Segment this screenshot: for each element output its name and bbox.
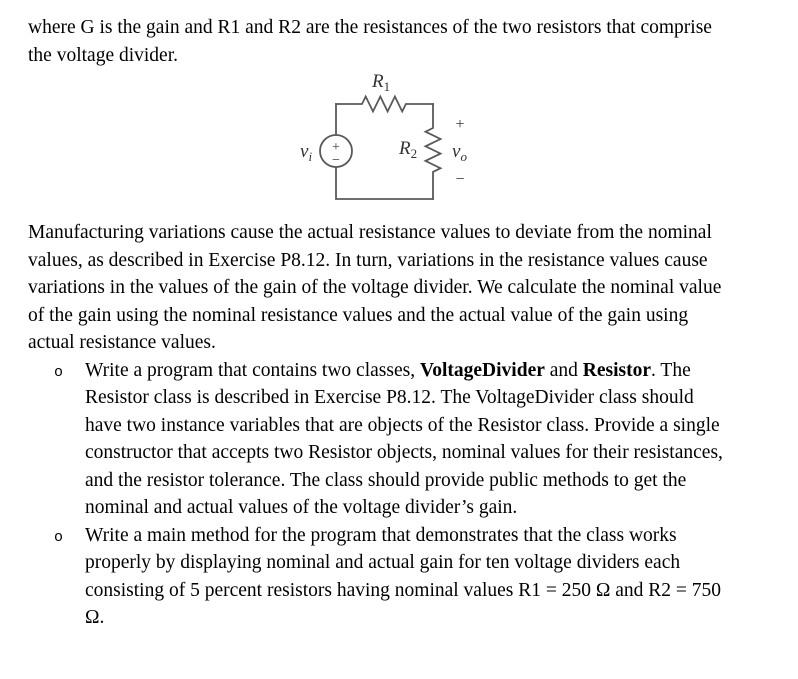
bullet-item-1 [28,357,770,522]
r2-label [398,138,417,161]
r1-label-sub: 1 [383,79,391,94]
vo-label-base: v [452,141,461,162]
text-line: Manufacturing variations cause the actual resistance values to deviate from the nominal [28,222,712,243]
r2-label-base: R [399,138,411,159]
vi-label [300,141,312,164]
bullet-1-first-line [85,357,770,385]
bullet-marker: o [54,528,64,546]
text-line: Ω. [85,607,105,628]
text-line: variations in the values of the gain of the voltage divider. We calculate the nominal value [28,277,722,298]
text-line: nominal and actual values of the voltage divider’s gain. [85,497,518,518]
bullet-1-line1-mid: and [544,359,583,381]
text-line: and the resistor tolerance. The class should provide public methods to get the [85,469,687,491]
text-line: actual resistance values. [28,332,216,353]
circuit-labels [300,71,467,188]
vo-label-sub: o [460,149,467,164]
text-line: constructor that accepts two Resistor objects, nominal values for their resistances, [85,442,723,463]
bullet-1-line1-post: . The [651,359,691,381]
vi-label-sub: i [308,149,313,164]
voltage-divider-circuit-diagram [0,69,798,211]
r1-label [371,71,390,94]
bullet-1-bold-voltagedivider: VoltageDivider [419,359,545,381]
body-paragraph [28,219,770,357]
text-line: values, as described in Exercise P8.12. In turn, variations in the resistance values cause [28,249,708,271]
text-line: properly by displaying nominal and actual gain for ten voltage dividers each [85,552,681,573]
resistor-r2-symbol [426,104,441,199]
bullet-1-rest-lines [85,384,770,522]
bullet-2-text [85,522,770,632]
intro-paragraph [28,14,770,69]
vo-label [452,141,467,164]
text-line: have two instance variables that are objects of the Resistor class. Provide a single [85,414,720,436]
bullet-1-line1-pre: Write a program that contains two classes, [85,359,420,381]
text-line: of the gain using the nominal resistance values and the actual value of the gain using [28,304,689,326]
source-plus-label: + [332,140,340,155]
r1-label-base: R [372,71,384,92]
text-line: Write a main method for the program that demonstrates that the class works [85,524,677,546]
text-line: Resistor class is described in Exercise P8.12. The VoltageDivider class should [85,387,694,408]
bullet-item-2 [28,522,770,632]
output-minus-label: − [455,171,465,188]
text-line: consisting of 5 percent resistors having nominal values R1 = 250 Ω and R2 = 750 [85,579,722,601]
text-line: where G is the gain and R1 and R2 are the resistances of the two resistors that comprise [28,17,712,38]
bottom-wire [336,167,433,199]
source-minus-label: − [332,153,340,168]
resistor-r1-symbol [336,97,433,112]
text-line: the voltage divider. [28,44,179,66]
output-plus-label: + [455,116,465,133]
r2-label-sub: 2 [410,146,418,161]
bullet-marker: o [54,363,64,381]
bullet-1-text [85,357,770,522]
vi-label-base: v [300,141,309,162]
bullet-1-bold-resistor: Resistor [582,359,652,381]
